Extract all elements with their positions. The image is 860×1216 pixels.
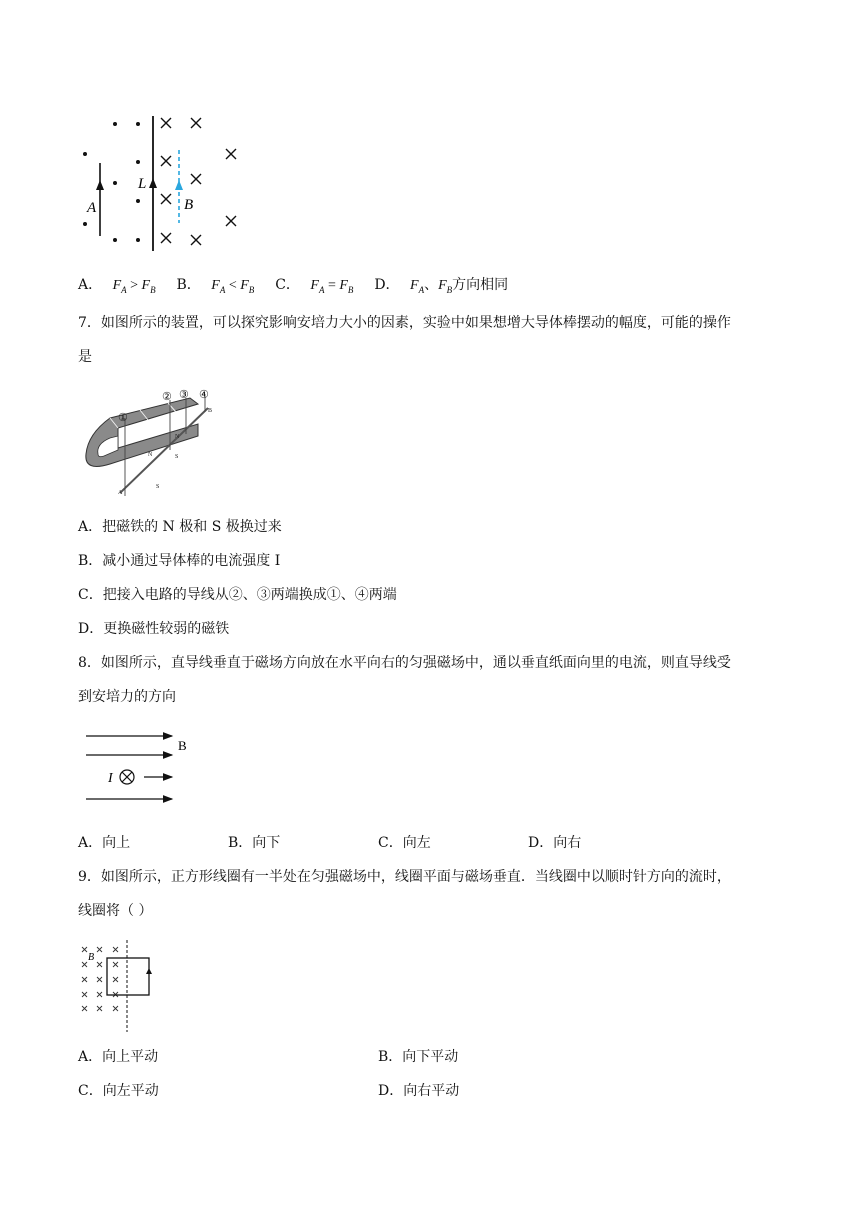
q6-option-b-expr: $F_A < F_B$ — [211, 278, 255, 295]
q6-option-d-expr: $F_A$、$F_B$ — [410, 278, 453, 295]
pole-n-1: N — [148, 452, 153, 458]
q9-stem-line2: 线圈将（ ） — [78, 903, 153, 919]
q9-option-a[interactable]: A．向上平动 — [78, 1049, 159, 1065]
wire-a-arrow — [96, 180, 104, 190]
q6-option-a-expr: $F_A > F_B$ — [112, 278, 156, 295]
q9-coil-figure — [78, 940, 158, 1032]
q8-option-d[interactable]: D．向右 — [528, 835, 582, 851]
q6-option-c-label[interactable]: C． — [275, 277, 300, 293]
field-in-crosses — [161, 118, 236, 245]
end-b: B — [208, 408, 213, 414]
label-circled-3: ③ — [179, 389, 189, 401]
label-b: B — [88, 952, 95, 963]
q7-option-d[interactable]: D．更换磁性较弱的磁铁 — [78, 621, 230, 637]
label-b: B — [178, 738, 187, 753]
q6-option-b-label[interactable]: B． — [176, 277, 201, 293]
q9-option-c[interactable]: C．向左平动 — [78, 1083, 159, 1099]
coil-current-arrow — [146, 968, 152, 974]
wire-l-arrow — [149, 178, 157, 188]
q7-option-b[interactable]: B．减小通过导体棒的电流强度 I — [78, 553, 281, 569]
q6-option-c-expr: $F_A = F_B$ — [310, 278, 354, 295]
q8-option-a[interactable]: A．向上 — [78, 835, 131, 851]
square-coil — [107, 958, 149, 995]
pole-s-1: S — [175, 454, 179, 460]
q7-apparatus-figure — [80, 388, 220, 500]
q7-stem-line1: 7．如图所示的装置，可以探究影响安培力大小的因素，实验中如果想增大导体棒摆动的幅度，可能的操作 — [78, 315, 731, 331]
q6-option-d-suffix: 方向相同 — [452, 277, 509, 293]
label-circled-1: ① — [118, 412, 128, 424]
q8-field-figure — [86, 728, 206, 808]
field-lines — [86, 736, 172, 799]
q9-option-d[interactable]: D．向右平动 — [378, 1083, 460, 1099]
field-out-dots — [83, 122, 140, 242]
q7-option-a[interactable]: A．把磁铁的 N 极和 S 极换过来 — [78, 519, 282, 535]
q8-option-b[interactable]: B．向下 — [228, 835, 281, 851]
q7-option-c[interactable]: C．把接入电路的导线从②、③两端换成①、④两端 — [78, 587, 397, 603]
label-circled-4: ④ — [199, 389, 209, 401]
pole-n-2: N — [175, 434, 180, 440]
end-a: A — [118, 490, 123, 496]
label-a: A — [87, 200, 97, 216]
q8-stem-line2: 到安培力的方向 — [78, 689, 176, 705]
q7-stem-line2: 是 — [78, 349, 92, 365]
q9-option-b[interactable]: B．向下平动 — [378, 1049, 459, 1065]
q9-stem-line1: 9．如图所示，正方形线圈有一半处在匀强磁场中，线圈平面与磁场垂直．当线圈中以顺时针方向的流时， — [78, 869, 731, 885]
q6-magnetic-field-figure — [78, 108, 258, 258]
q6-options — [78, 276, 508, 299]
current-into-page-icon — [120, 770, 134, 784]
label-l: L — [138, 176, 147, 192]
label-circled-2: ② — [162, 391, 172, 403]
q6-option-a-label[interactable]: A． — [78, 277, 103, 293]
wire-b-arrow — [175, 180, 183, 190]
label-i: I — [108, 771, 113, 786]
pole-s-2: S — [156, 484, 160, 490]
q8-option-c[interactable]: C．向左 — [378, 835, 431, 851]
label-b: B — [184, 197, 194, 213]
q6-option-d-label[interactable]: D． — [374, 277, 400, 293]
q8-stem-line1: 8．如图所示，直导线垂直于磁场方向放在水平向右的匀强磁场中，通以垂直纸面向里的电流，则直导线受 — [78, 655, 731, 671]
